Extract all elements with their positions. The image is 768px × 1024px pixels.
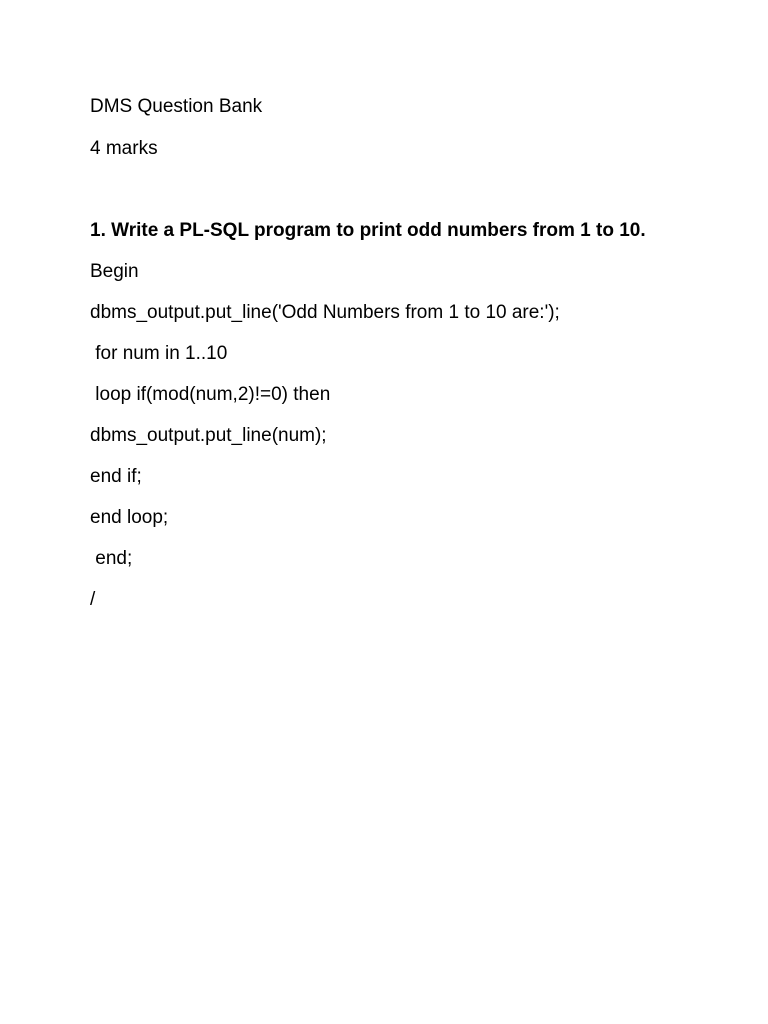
code-line: for num in 1..10 [90, 343, 228, 364]
document-title: DMS Question Bank [90, 96, 263, 117]
code-line: loop if(mod(num,2)!=0) then [90, 384, 331, 405]
code-line: end if; [90, 466, 142, 487]
code-line: / [90, 589, 96, 610]
question-heading: 1. Write a PL-SQL program to print odd numbers from 1 to 10. [90, 220, 646, 241]
code-line: end; [90, 548, 133, 569]
code-line: dbms_output.put_line('Odd Numbers from 1 to 10 are:'); [90, 302, 560, 323]
code-line: dbms_output.put_line(num); [90, 425, 327, 446]
code-line: end loop; [90, 507, 169, 528]
marks-label: 4 marks [90, 138, 158, 159]
code-line: Begin [90, 261, 139, 282]
